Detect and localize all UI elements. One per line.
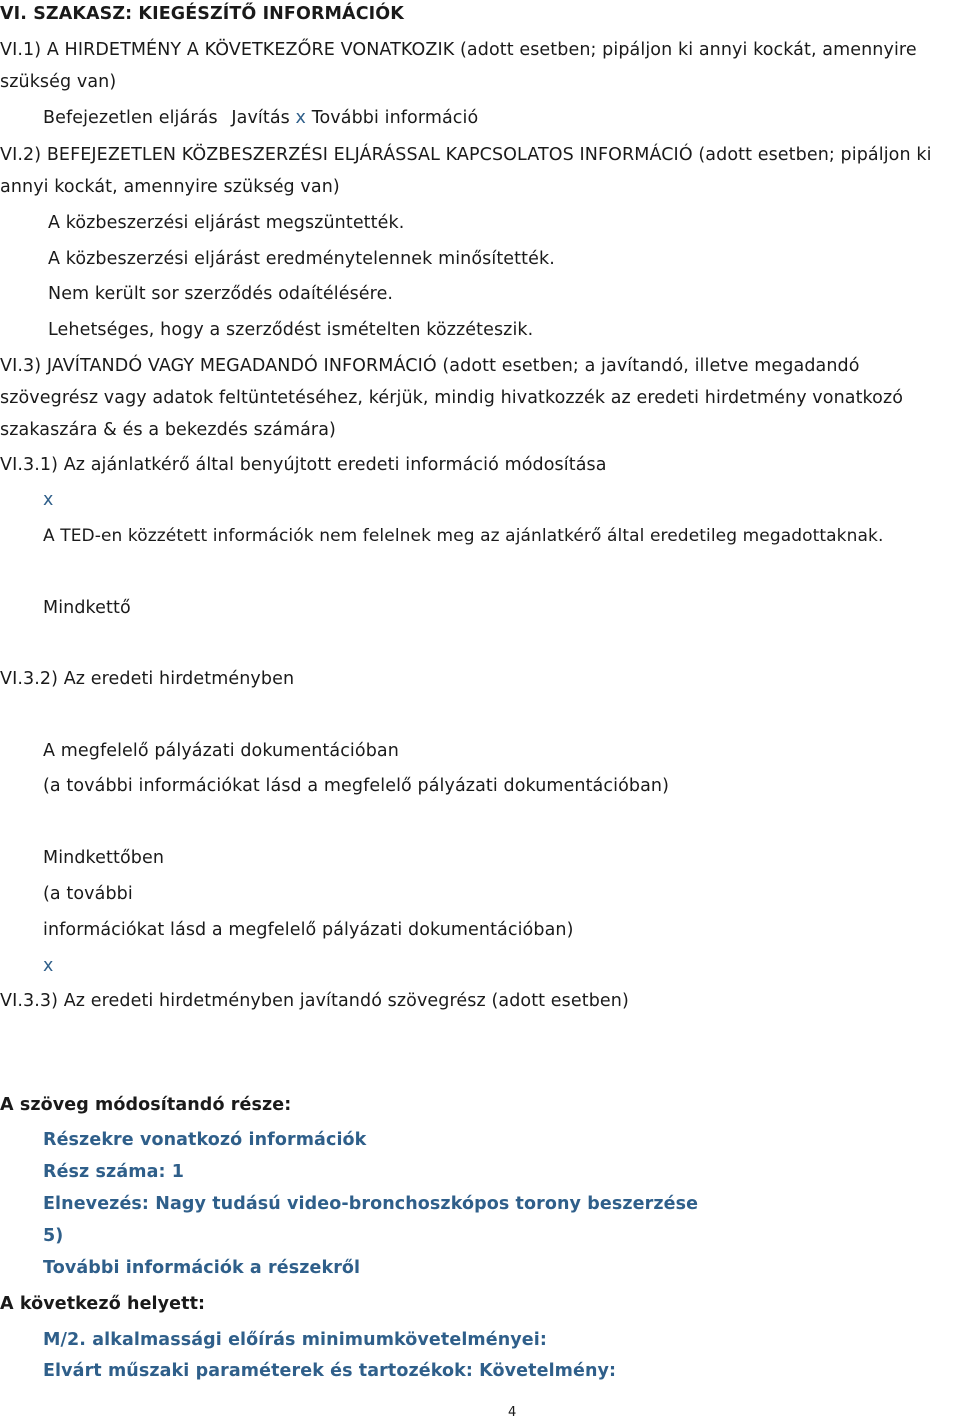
page-number: 4 (508, 1405, 517, 1420)
instead-line: M/2. alkalmassági előírás minimumkövetelményei: (43, 1330, 547, 1350)
modify-line: További információk a részekről (43, 1258, 361, 1278)
vi31-heading: VI.3.1) Az ajánlatkérő által benyújtott eredeti információ módosítása (0, 455, 607, 475)
option-javitas: Javítás (231, 108, 290, 128)
vi2-item: A közbeszerzési eljárást eredménytelennek minősítették. (48, 249, 555, 269)
vi3-heading-line3: szakaszára & és a bekezdés számára) (0, 420, 336, 440)
vi3-heading-line2: szövegrész vagy adatok feltüntetéséhez, kérjük, mindig hivatkozzék az eredeti hirdetmény vonatkozó (0, 388, 904, 408)
option-befejezetlen: Befejezetlen eljárás (43, 108, 218, 128)
instead-line: Elvárt műszaki paraméterek és tartozékok: Követelmény: (43, 1361, 617, 1381)
vi32-option-dokumentacio-note: (a további információkat lásd a megfelelő pályázati dokumentációban) (43, 776, 670, 796)
vi1-heading-line2: szükség van) (0, 72, 117, 92)
vi32-option-mindkettoben-note2: információkat lásd a megfelelő pályázati dokumentációban) (43, 920, 574, 940)
vi1-options (43, 108, 478, 128)
instead-label: A következő helyett: (0, 1294, 206, 1314)
vi31-option-mindketto: Mindkettő (43, 598, 131, 618)
vi33-heading: VI.3.3) Az eredeti hirdetményben javítandó szövegrész (adott esetben) (0, 991, 629, 1011)
vi2-item: Nem került sor szerződés odaítélésére. (48, 284, 394, 304)
vi32-option-mindkettoben: Mindkettőben (43, 848, 165, 868)
vi1-heading-line1: VI.1) A HIRDETMÉNY A KÖVETKEZŐRE VONATKOZIK (adott esetben; pipáljon ki annyi kockát, amennyire (0, 40, 917, 60)
vi3-heading-line1: VI.3) JAVÍTANDÓ VAGY MEGADANDÓ INFORMÁCIÓ (adott esetben; a javítandó, illetve megadandó (0, 356, 860, 376)
vi32-option-dokumentacio: A megfelelő pályázati dokumentációban (43, 741, 399, 761)
vi2-heading-line1: VI.2) BEFEJEZETLEN KÖZBESZERZÉSI ELJÁRÁSSAL KAPCSOLATOS INFORMÁCIÓ (adott esetben; pipáljon ki (0, 145, 932, 165)
vi2-item: A közbeszerzési eljárást megszüntették. (48, 213, 405, 233)
modify-label: A szöveg módosítandó része: (0, 1095, 292, 1115)
vi31-option-ted: A TED-en közzétett információk nem felelnek meg az ajánlatkérő által eredetileg megadottaknak. (43, 526, 884, 546)
checked-mark: x (43, 956, 54, 976)
vi32-heading: VI.3.2) Az eredeti hirdetményben (0, 669, 295, 689)
vi2-heading-line2: annyi kockát, amennyire szükség van) (0, 177, 340, 197)
vi32-option-mindkettoben-note1: (a további (43, 884, 133, 904)
modify-line: 5) (43, 1226, 64, 1246)
modify-line: Rész száma: 1 (43, 1162, 185, 1182)
modify-line: Elnevezés: Nagy tudású video-bronchoszkópos torony beszerzése (43, 1194, 699, 1214)
option-tovabbi: További információ (311, 108, 479, 128)
section-title: VI. SZAKASZ: KIEGÉSZÍTŐ INFORMÁCIÓK (0, 4, 404, 24)
checked-mark: x (295, 108, 307, 128)
vi2-item: Lehetséges, hogy a szerződést ismételten közzéteszik. (48, 320, 534, 340)
modify-line: Részekre vonatkozó információk (43, 1130, 367, 1150)
checked-mark: x (43, 490, 54, 510)
